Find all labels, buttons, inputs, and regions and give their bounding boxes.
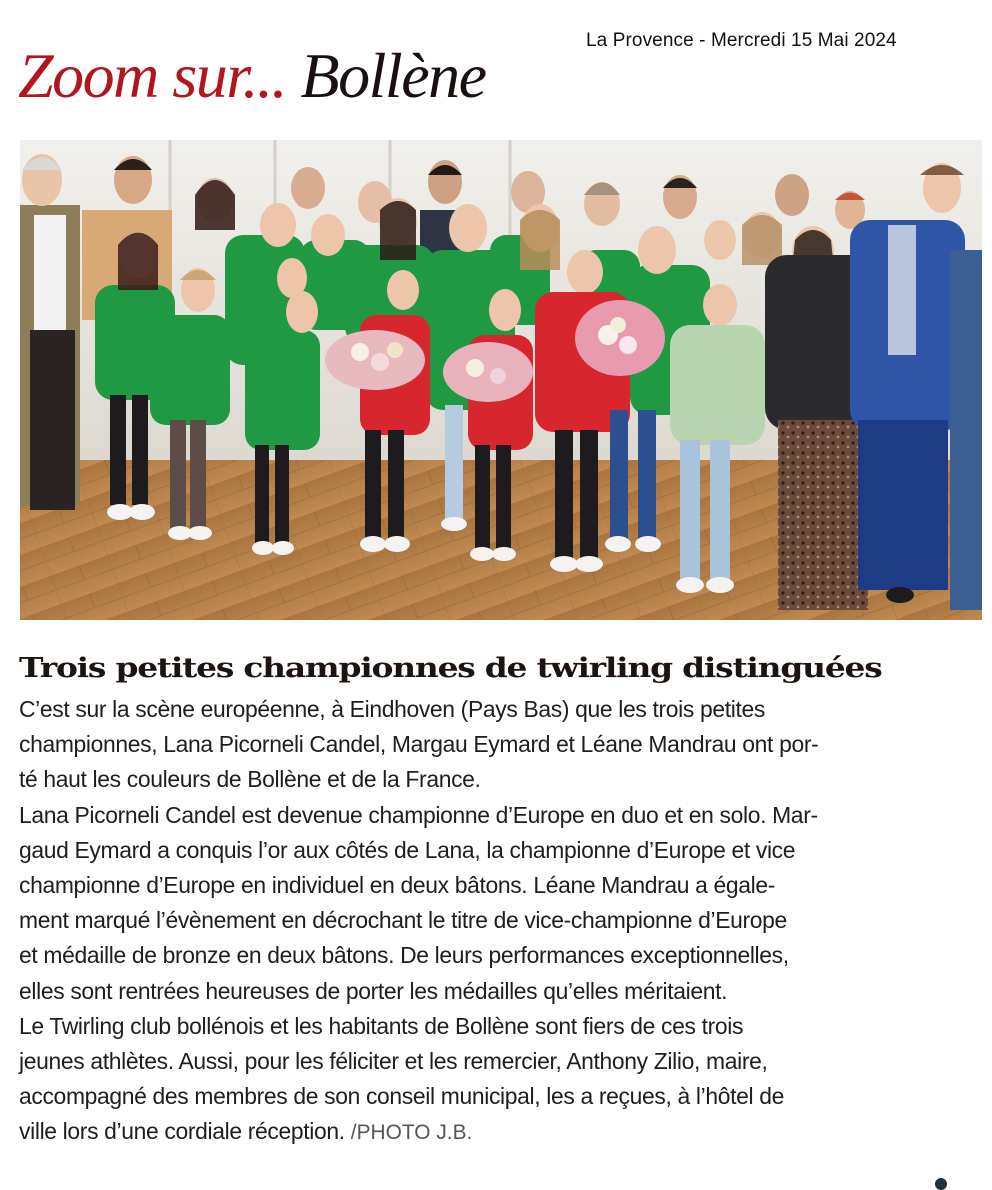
article-line-last [19,1114,984,1150]
article-line-text: ville lors d’une cordiale réception. [19,1118,345,1145]
group-photo [20,140,982,620]
article-headline: Trois petites championnes de twirling distinguées [19,653,882,684]
article-line: elles sont rentrées heureuses de porter les médailles qu’elles méritaient. [19,977,728,1004]
kicker-zoom-sur: Zoom sur... [18,40,287,111]
article-line: Lana Picorneli Candel est devenue championne d’Europe en duo et en solo. Mar- [19,801,818,828]
photo-credit: /PHOTO J.B. [350,1121,473,1145]
article-line: et médaille de bronze en deux bâtons. De leurs performances exceptionnelles, [19,942,789,969]
group-photo-illustration [20,140,982,620]
corner-mark [935,1178,947,1190]
article-line: jeunes athlètes. Aussi, pour les féliciter et les remercier, Anthony Zilio, maire, [19,1048,768,1075]
article-line: accompagné des membres de son conseil municipal, les a reçues, à l’hôtel de [19,1083,785,1110]
article-line: championne d’Europe en individuel en deux bâtons. Léane Mandrau a égale- [19,872,776,899]
kicker-town-name: Bollène [300,40,486,111]
article-line: ment marqué l’évènement en décrochant le titre de vice-championne d’Europe [19,907,787,934]
article-line: gaud Eymard a conquis l’or aux côtés de Lana, la championne d’Europe et vice [19,836,796,863]
publication-source: La Provence - Mercredi 15 Mai 2024 [586,30,897,51]
section-kicker [18,40,486,112]
article-line: C’est sur la scène européenne, à Eindhoven (Pays Bas) que les trois petites [19,696,765,722]
article-line: té haut les couleurs de Bollène et de la France. [19,766,481,793]
article-line: championnes, Lana Picorneli Candel, Margau Eymard et Léane Mandrau ont por- [19,731,819,758]
article-body [19,692,989,1151]
article-line: Le Twirling club bollénois et les habitants de Bollène sont fiers de ces trois [19,1012,744,1039]
